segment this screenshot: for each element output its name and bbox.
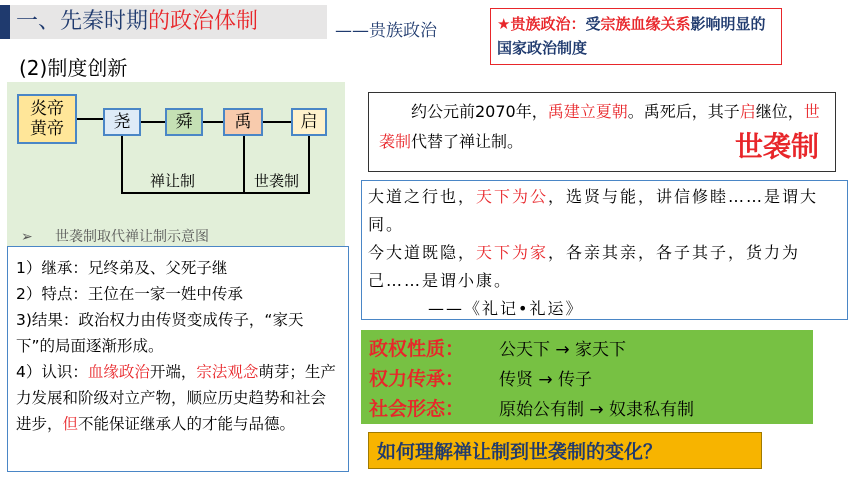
section-heading: (2)制度创新	[19, 56, 128, 80]
bullet-arrow-icon: ➢	[21, 229, 33, 245]
connector	[203, 121, 223, 123]
node-qi: 启	[291, 108, 327, 136]
notes-box	[7, 246, 349, 472]
bracket-line	[121, 136, 123, 192]
connector	[77, 118, 103, 120]
node-shun: 舜	[165, 108, 203, 136]
connector	[263, 121, 291, 123]
quote-line-xiaokang: 今大道既隐，天下为家，各亲其亲，各子其子，货力为己……是谓小康。	[368, 243, 801, 290]
liji-quote-box	[361, 180, 848, 320]
star-icon: ★	[497, 15, 511, 33]
hereditary-callout: 世袭制	[734, 130, 819, 163]
node-yu: 禹	[223, 108, 263, 136]
historical-note-box: 约公元前2070年，禹建立夏朝。禹死后，其子启继位，世袭制代替了禅让制。 世袭制	[368, 92, 836, 172]
quote-source: ——《礼记•礼运》	[428, 299, 584, 318]
quote-line-datong: 大道之行也，天下为公，选贤与能，讲信修睦……是谓大同。	[368, 187, 819, 234]
summary-box	[361, 330, 813, 424]
node-yandi-huangdi: 炎帝 黄帝	[17, 94, 77, 144]
summary-row: 权力传承： 传贤 → 传子	[369, 367, 593, 390]
title-bar	[0, 5, 327, 39]
discussion-question: 如何理解禅让制到世袭制的变化？	[368, 432, 762, 469]
connector	[141, 121, 165, 123]
abdication-label: 禅让制	[147, 172, 198, 190]
bracket-line	[243, 192, 310, 194]
definition-box: ★贵族政治：受宗族血缘关系影响明显的国家政治制度	[490, 8, 782, 65]
succession-diagram	[7, 82, 345, 252]
bracket-line	[121, 192, 245, 194]
title-accent-bar	[0, 5, 10, 39]
diagram-caption: ➢ 世袭制取代禅让制示意图	[21, 229, 209, 245]
note-feature: 2）特点：王位在一家一姓中传承	[16, 285, 243, 303]
summary-row: 政权性质： 公天下 → 家天下	[369, 337, 627, 360]
node-yao: 尧	[103, 108, 141, 136]
note-inheritance: 1）继承：兄终弟及、父死子继	[16, 259, 228, 277]
page-title: 一、先秦时期的政治体制	[16, 9, 259, 34]
summary-row: 社会形态： 原始公有制 → 奴隶私有制	[369, 397, 695, 420]
note-result: 3)结果：政治权力由传贤变成传子，“家天下”的局面逐渐形成。	[16, 311, 304, 355]
bracket-line	[243, 136, 245, 192]
page-subtitle: ——贵族政治	[335, 21, 437, 41]
hereditary-label: 世袭制	[251, 172, 302, 190]
bracket-line	[308, 136, 310, 192]
note-understanding: 4）认识：血缘政治开端，宗法观念萌芽；生产力发展和阶级对立产物，顺应历史趋势和社会进步，但不能保证继承人的才能与品德。	[16, 363, 336, 433]
